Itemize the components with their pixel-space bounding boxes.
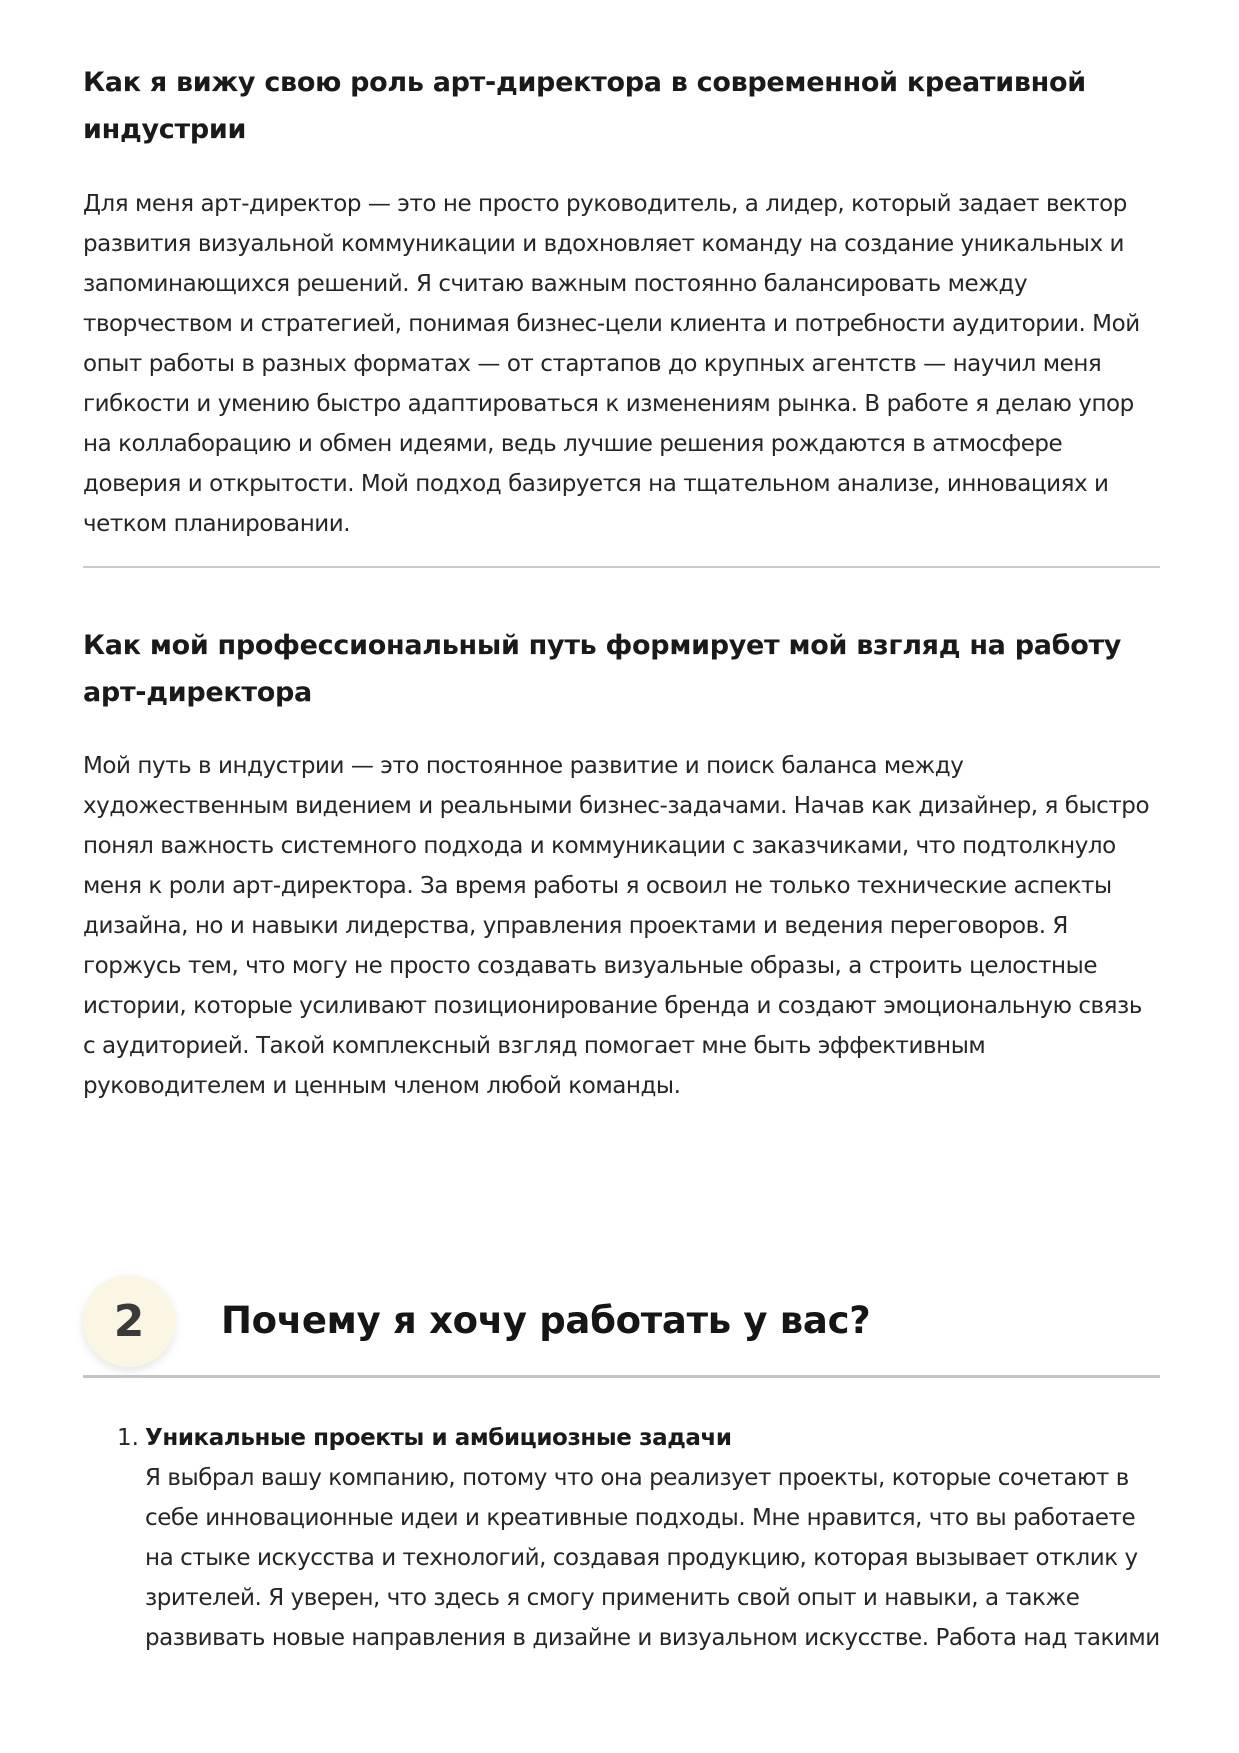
section-heading-role: Как я вижу свою роль арт-директора в современной креативной индустрии xyxy=(83,67,1086,145)
reasons-list xyxy=(83,1418,1160,1658)
list-item-text: Я выбрал вашу компанию, потому что она реализует проекты, которые сочетают в себе инновационные идеи и креативные подходы. Мне нравится, что вы работаете на стыке искусства и технологий, создавая продукцию, которая вызывает отклик у зрителей. Я уверен, что здесь я смогу применить свой опыт и навыки, а также развивать новые направления в дизайне и визуальном искусстве. Работа над такими xyxy=(145,1465,1160,1651)
chapter-title: Почему я хочу работать у вас? xyxy=(221,1299,871,1342)
list-item-number: 1. xyxy=(117,1425,139,1451)
section-text-path: Мой путь в индустрии — это постоянное развитие и поиск баланса между художественным видением и реальными бизнес-задачами. Начав как дизайнер, я быстро понял важность системного подхода и коммуникации с заказчиками, что подтолкнуло меня к роли арт-директора. За время работы я освоил не только технические аспекты дизайна, но и навыки лидерства, управления проектами и ведения переговоров. Я горжусь тем, что могу не просто создавать визуальные образы, а строить целостные истории, которые усиливают позиционирование бренда и создают эмоциональную связь с аудиторией. Такой комплексный взгляд помогает мне быть эффективным руководителем и ценным членом любой команды. xyxy=(83,753,1150,1099)
chapter-number-badge: 2 xyxy=(83,1275,175,1367)
list-item-title: Уникальные проекты и амбициозные задачи xyxy=(145,1425,732,1451)
chapter-header xyxy=(83,1275,1160,1367)
chapter-divider xyxy=(83,1375,1160,1378)
section-text-role: Для меня арт-директор — это не просто руководитель, а лидер, который задает вектор развития визуальной коммуникации и вдохновляет команду на создание уникальных и запоминающихся решений. Я считаю важным постоянно балансировать между творчеством и стратегией, понимая бизнес-цели клиента и потребности аудитории. Мой опыт работы в разных форматах — от стартапов до крупных агентств — научил меня гибкости и умению быстро адаптироваться к изменениям рынка. В работе я делаю упор на коллаборацию и обмен идеями, ведь лучшие решения рождаются в атмосфере доверия и открытости. Мой подход базируется на тщательном анализе, инновациях и четком планировании. xyxy=(83,191,1140,537)
section-divider xyxy=(83,566,1160,568)
list-item xyxy=(83,1418,1160,1658)
section-heading-path: Как мой профессиональный путь формирует мой взгляд на работу арт-директора xyxy=(83,630,1122,708)
